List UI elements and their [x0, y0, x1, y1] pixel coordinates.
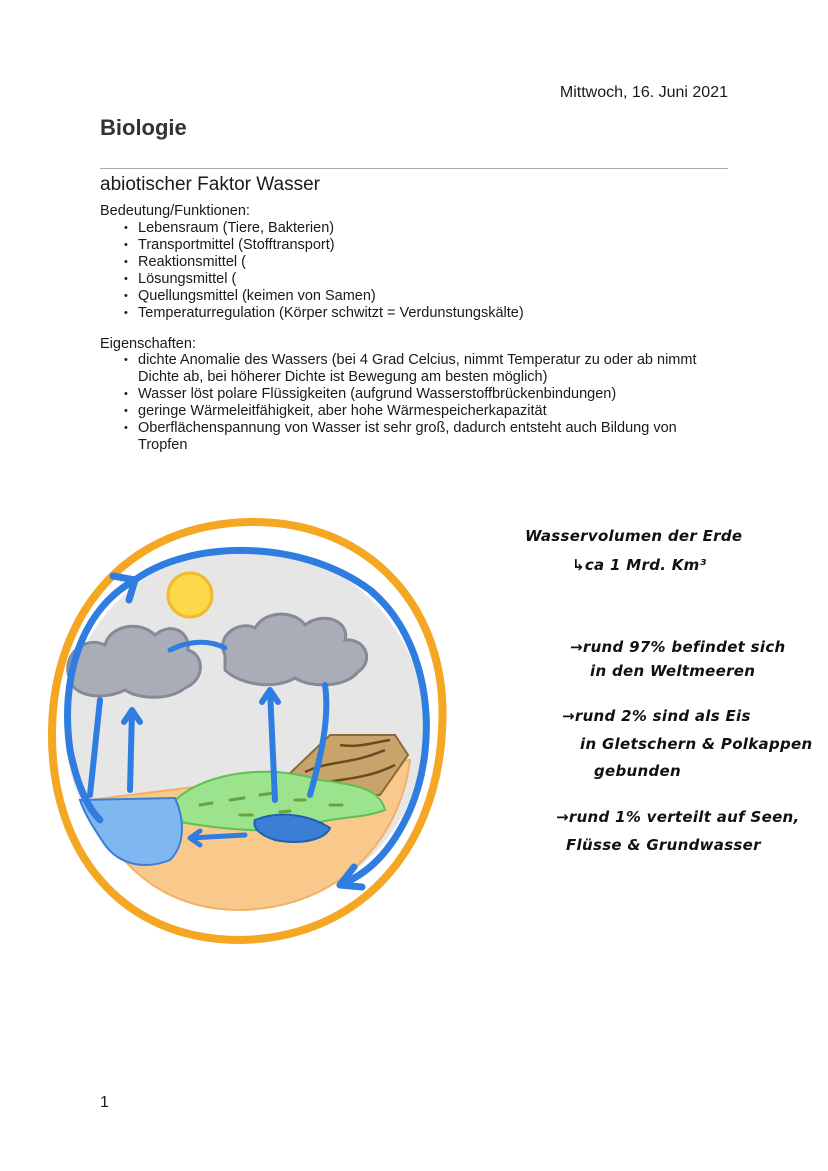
- list-item: • Transportmittel (Stofftransport): [124, 237, 724, 254]
- note-fresh-line2: Flüsse & Grundwasser: [566, 836, 761, 854]
- properties-label: Eigenschaften:: [100, 336, 196, 352]
- note-volume-line2: ↳ca 1 Mrd. Km³: [572, 556, 707, 574]
- note-ice-line3: gebunden: [594, 762, 681, 780]
- list-item: • Lösungsmittel (: [124, 271, 724, 288]
- list-item: • geringe Wärmeleitfähigkeit, aber hohe Wärmespeicherkapazität: [124, 403, 704, 420]
- note-ice-line1: →rund 2% sind als Eis: [562, 707, 751, 725]
- list-item: • Oberflächenspannung von Wasser ist sehr groß, dadurch entsteht auch Bildung von Tropfen: [124, 420, 704, 454]
- list-item: • dichte Anomalie des Wassers (bei 4 Grad Celcius, nimmt Temperatur zu oder ab nimmt Dichte ab, bei höherer Dichte ist Bewegung am besten möglich): [124, 352, 704, 386]
- water-cycle-diagram: [40, 510, 460, 950]
- list-item: • Quellungsmittel (keimen von Samen): [124, 288, 724, 305]
- note-oceans-line1: →rund 97% befindet sich: [570, 638, 786, 656]
- note-fresh-line1: →rund 1% verteilt auf Seen,: [556, 808, 800, 826]
- page-title: Biologie: [100, 115, 187, 140]
- properties-list: [124, 352, 704, 454]
- note-oceans-line2: in den Weltmeeren: [590, 662, 756, 680]
- functions-list: [124, 220, 724, 322]
- note-ice-line2: in Gletschern & Polkappen: [580, 735, 813, 753]
- lake: [80, 798, 182, 865]
- list-item: • Temperaturregulation (Körper schwitzt = Verdunstungskälte): [124, 305, 724, 322]
- list-item: • Lebensraum (Tiere, Bakterien): [124, 220, 724, 237]
- functions-label: Bedeutung/Funktionen:: [100, 203, 250, 219]
- date: Mittwoch, 16. Juni 2021: [559, 84, 728, 101]
- subtitle: abiotischer Faktor Wasser: [100, 174, 320, 195]
- cloud-left: [68, 626, 201, 697]
- sun: [168, 573, 212, 617]
- list-item: • Reaktionsmittel (: [124, 254, 724, 271]
- page-number: 1: [100, 1094, 109, 1111]
- divider: [100, 168, 728, 169]
- note-volume-line1: Wasservolumen der Erde: [525, 527, 743, 545]
- list-item: • Wasser löst polare Flüssigkeiten (aufgrund Wasserstoffbrückenbindungen): [124, 386, 704, 403]
